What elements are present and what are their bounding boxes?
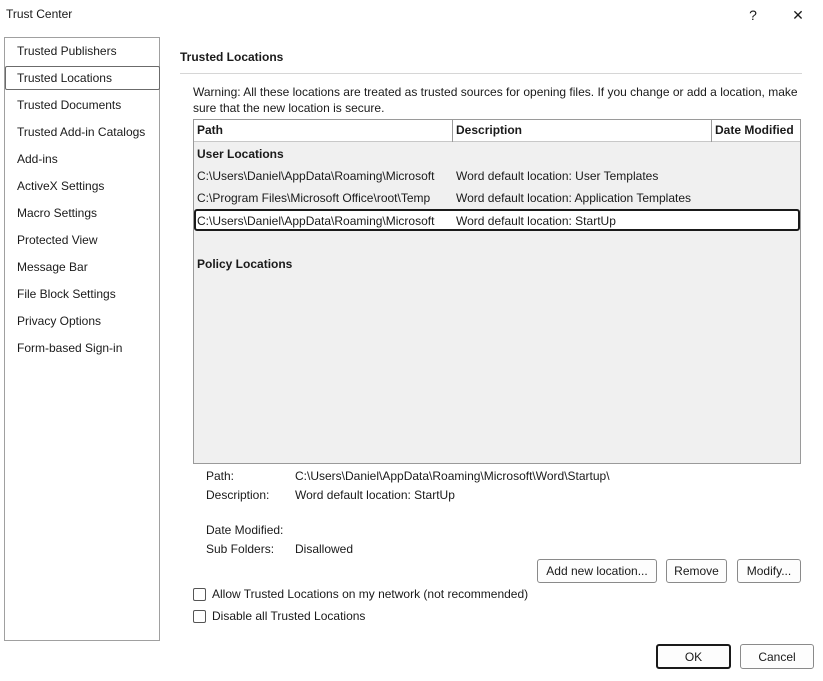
sidebar-item-trusted-documents[interactable]: Trusted Documents [17,98,122,112]
row-description: Word default location: Application Templates [456,191,692,205]
disable-all-checkbox-row[interactable] [193,608,365,624]
column-header-path[interactable]: Path [194,120,453,142]
column-header-date-modified[interactable]: Date Modified [715,123,794,137]
allow-network-checkbox[interactable] [193,588,206,601]
sidebar-item-message-bar[interactable]: Message Bar [17,260,88,274]
remove-button[interactable]: Remove [666,559,727,583]
trusted-locations-table[interactable] [193,119,801,464]
sidebar-item-activex-settings[interactable]: ActiveX Settings [17,179,105,193]
sidebar-item-macro-settings[interactable]: Macro Settings [17,206,98,220]
title-bar [0,0,823,30]
add-new-location-button[interactable]: Add new location... [537,559,657,583]
row-path: C:\Users\Daniel\AppData\Roaming\Microsoft [197,169,435,183]
window-title: Trust Center [6,7,73,21]
column-header-description[interactable]: Description [453,120,712,142]
detail-date-modified-label: Date Modified: [206,523,284,537]
allow-network-checkbox-row[interactable] [193,586,528,602]
table-row[interactable] [194,188,800,210]
main-panel [180,40,802,640]
section-divider [180,73,802,74]
disable-all-checkbox[interactable] [193,610,206,623]
row-description: Word default location: StartUp [456,214,616,228]
detail-path-label: Path: [206,469,235,483]
row-description: Word default location: User Templates [456,169,659,183]
ok-button[interactable]: OK [656,644,731,669]
sidebar [4,37,160,641]
sidebar-item-trusted-add-in-catalogs[interactable]: Trusted Add-in Catalogs [17,125,146,139]
sidebar-item-trusted-locations[interactable]: Trusted Locations [5,66,160,90]
detail-description-label: Description: [206,488,270,502]
row-path: C:\Users\Daniel\AppData\Roaming\Microsoft [197,214,435,228]
sidebar-item-add-ins[interactable]: Add-ins [17,152,58,166]
sidebar-item-trusted-publishers[interactable]: Trusted Publishers [17,44,117,58]
group-label-user-locations: User Locations [197,147,284,161]
close-icon[interactable]: ✕ [792,6,804,23]
detail-path-value: C:\Users\Daniel\AppData\Roaming\Microsoft\Word\Startup\ [295,469,610,483]
section-title: Trusted Locations [180,50,284,64]
cancel-button[interactable]: Cancel [740,644,814,669]
warning-text: Warning: All these locations are treated as trusted sources for opening files. If you change or add a location, make sure that the new location is secure. [193,85,798,115]
modify-button[interactable]: Modify... [737,559,801,583]
table-header [194,120,800,142]
row-path: C:\Program Files\Microsoft Office\root\Temp [197,191,431,205]
sidebar-item-file-block-settings[interactable]: File Block Settings [17,287,116,301]
detail-sub-folders-label: Sub Folders: [206,542,275,556]
disable-all-label[interactable]: Disable all Trusted Locations [212,609,366,623]
help-icon[interactable]: ? [749,7,757,23]
table-row[interactable] [194,166,800,188]
group-label-policy-locations: Policy Locations [197,257,293,271]
detail-sub-folders-value: Disallowed [295,542,354,556]
table-row-selected[interactable] [194,209,800,231]
detail-description-value: Word default location: StartUp [295,488,455,502]
allow-network-label[interactable]: Allow Trusted Locations on my network (not recommended) [212,587,529,601]
sidebar-item-privacy-options[interactable]: Privacy Options [17,314,102,328]
sidebar-item-form-based-sign-in[interactable]: Form-based Sign-in [17,341,123,355]
sidebar-item-protected-view[interactable]: Protected View [17,233,98,247]
